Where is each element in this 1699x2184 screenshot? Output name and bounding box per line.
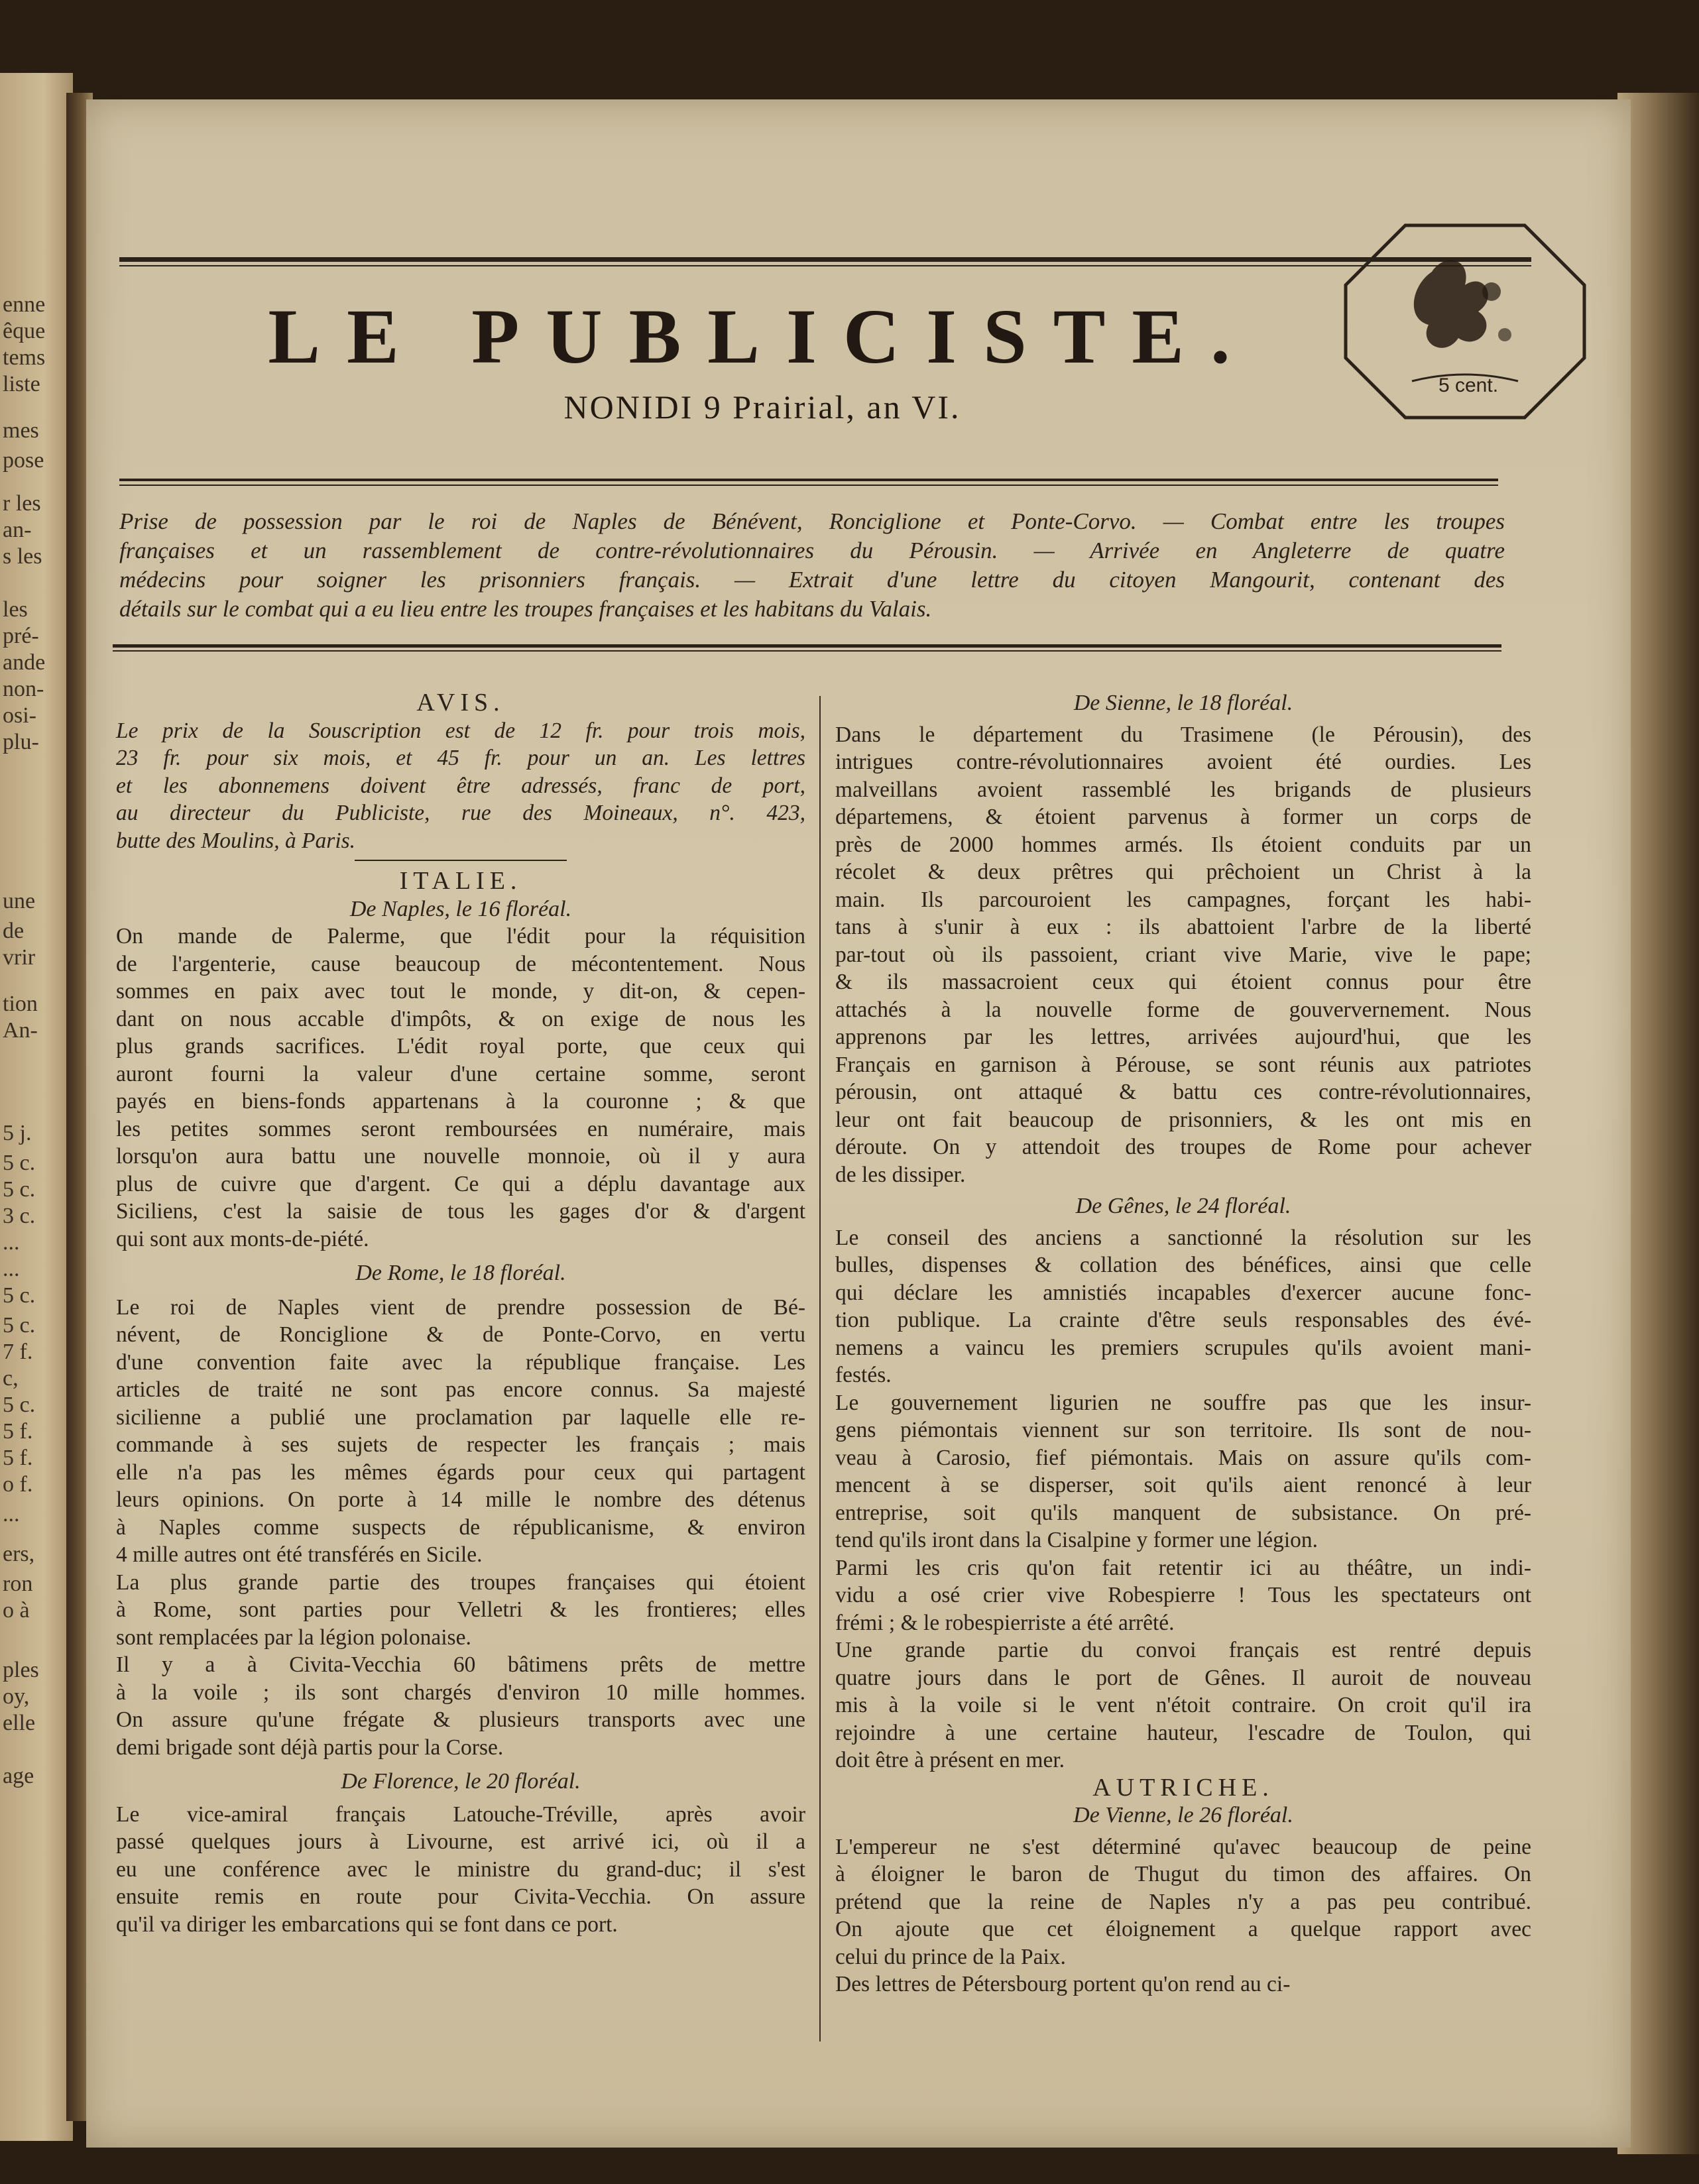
text-line: auront fourni la valeur d'une certaine somme, seront [116, 1061, 805, 1086]
column-divider [819, 696, 821, 2041]
text-line: à la voile ; ils sont chargés d'environ 10 mille hommes. [116, 1680, 805, 1705]
facing-text-fragment: plu- [3, 730, 39, 754]
text-line: commande à ses sujets de respecter les français ; mais [116, 1432, 805, 1457]
facing-text-fragment: une [3, 889, 36, 913]
right-column [835, 689, 1531, 1998]
vienne-article-1 [835, 1833, 1531, 1971]
text-line: malveillans avoient rassemblé les brigands de plusieurs [835, 777, 1531, 802]
sienne-dateline: De Sienne, le 18 floréal. [1073, 691, 1293, 715]
avis-heading: AVIS. [416, 689, 505, 717]
text-line: articles de traité ne sont pas encore connus. Sa majesté [116, 1377, 805, 1402]
facing-text-fragment: ... [3, 1230, 20, 1255]
text-line: Il y a à Civita-Vecchia 60 bâtimens prêts de mettre [116, 1652, 805, 1677]
facing-text-fragment: liste [3, 372, 40, 396]
text-line: Le vice-amiral français Latouche-Tréville, après avoir [116, 1802, 805, 1827]
text-line: les petites sommes seront remboursées en numéraire, mais [116, 1116, 805, 1141]
text-line: et les abonnemens doivent être adressés, franc de port, [116, 773, 805, 798]
text-line: rejoindre à une certaine hauteur, l'escadre de Toulon, qui [835, 1720, 1531, 1745]
text-line: déroute. On y attendoit des troupes de Rome pour achever [835, 1135, 1531, 1159]
text-line: Le conseil des anciens a sanctionné la résolution sur les [835, 1225, 1531, 1250]
postal-stamp [1332, 212, 1598, 431]
stamp-octagon-icon [1332, 212, 1598, 431]
text-line: vidu a osé crier vive Robespierre ! Tous les spectateurs ont [835, 1583, 1531, 1607]
text-line: départemens, & étoient parvenus à former un corps de [835, 805, 1531, 829]
text-line: Parmi les cris qu'on fait retentir ici au théâtre, un indi- [835, 1555, 1531, 1580]
facing-text-fragment: 5 j. [3, 1121, 32, 1145]
text-line: eu une conférence avec le ministre du grand-duc; il s'est [116, 1857, 805, 1882]
facing-text-fragment: 5 c. [3, 1313, 36, 1338]
text-line: à éloigner le baron de Thugut du timon des affaires. On [835, 1862, 1531, 1886]
text-line: entreprise, soit qu'ils manquent de subsistance. On pré- [835, 1500, 1531, 1525]
florence-article [116, 1801, 805, 1939]
text-line: prétend que la reine de Naples n'y a pas peu contribué. [835, 1889, 1531, 1914]
text-line: intrigues contre-révolutionnaires avoient été ourdies. Les [835, 750, 1531, 774]
summary-rule-bottom [113, 644, 1501, 648]
text-line: On assure qu'une frégate & plusieurs transports avec une [116, 1707, 805, 1732]
text-line: apprenons par les lettres, arrivées aujourd'hui, que les [835, 1025, 1531, 1049]
masthead-date: NONIDI 9 Prairial, an VI. [563, 388, 961, 426]
text-line: d'une convention faite avec la république française. Les [116, 1350, 805, 1375]
genes-article-4 [835, 1637, 1531, 1774]
facing-text-fragment: 5 c. [3, 1151, 36, 1175]
facing-text-fragment: s les [3, 544, 42, 569]
text-line: bulles, dispenses & collation des bénéfices, ainsi que celle [835, 1253, 1531, 1277]
facing-text-fragment: osi- [3, 703, 36, 728]
facing-text-fragment: oy, [3, 1684, 30, 1709]
text-line: sicilienne a publié une proclamation par laquelle elle re- [116, 1405, 805, 1430]
facing-text-fragment: ande [3, 650, 46, 675]
vienne-dateline: De Vienne, le 26 floréal. [1073, 1803, 1293, 1827]
text-line: de les dissiper. [835, 1162, 966, 1187]
summary-line: détails sur le combat qui a eu lieu entre les troupes françaises et les habitans du Valais. [119, 596, 932, 622]
text-line: main. Ils parcouroient les campagnes, forçant les habi- [835, 887, 1531, 912]
text-line: Une grande partie du convoi français est rentré depuis [835, 1638, 1531, 1662]
text-line: sommes en paix avec tout le monde, y dit-on, & cepen- [116, 979, 805, 1004]
text-line: tans à s'unir à eux : ils abattoient l'arbre de la liberté [835, 915, 1531, 939]
facing-text-fragment: 7 f. [3, 1340, 33, 1364]
text-line: mencent à se disperser, soit qu'ils aient renoncé à leur [835, 1473, 1531, 1497]
facing-text-fragment: mes [3, 418, 39, 443]
text-line: leur ont fait beaucoup de prisonniers, & les ont mis en [835, 1107, 1531, 1132]
summary-line: Prise de possession par le roi de Naples de Bénévent, Ronciglione et Ponte-Corvo. — Combat entre les troupes [119, 508, 1505, 534]
text-line: plus de cuivre que d'argent. Ce qui a déplu davantage aux [116, 1171, 805, 1196]
facing-text-fragment: r les [3, 491, 41, 516]
text-line: Dans le département du Trasimene (le Pérousin), des [835, 722, 1531, 747]
facing-text-fragment: pré- [3, 624, 39, 648]
text-line: elle n'a pas les mêmes égards pour ceux qui partagent [116, 1460, 805, 1485]
text-line: dant on nous accable d'impôts, & on exige de nous les [116, 1006, 805, 1031]
text-line: plus grands sacrifices. L'édit royal porte, que ceux qui [116, 1034, 805, 1059]
text-line: 4 mille autres ont été transférés en Sicile. [116, 1542, 483, 1567]
text-line: payés en biens-fonds appartenans à la couronne ; & que [116, 1089, 805, 1114]
facing-text-fragment: non- [3, 677, 44, 701]
summary-line: médecins pour soigner les prisonniers français. — Extrait d'une lettre du citoyen Mangourit, contenant des [119, 567, 1505, 593]
florence-dateline: De Florence, le 20 floréal. [341, 1769, 581, 1794]
avis-paragraph [116, 717, 805, 855]
text-line: butte des Moulins, à Paris. [116, 828, 356, 853]
text-line: gens piémontais viennent sur son territoire. Ils sont de nou- [835, 1418, 1531, 1442]
text-line: au directeur du Publiciste, rue des Moineaux, n°. 423, [116, 801, 805, 825]
text-line: La plus grande partie des troupes françaises qui étoient [116, 1570, 805, 1595]
facing-text-fragment: o à [3, 1598, 30, 1623]
facing-text-fragment: ... [3, 1502, 20, 1526]
facing-text-fragment: tems [3, 345, 46, 370]
vienne-article-2 [835, 1971, 1531, 1998]
text-line: & ils massacroient ceux qui étoient connus pour être [835, 970, 1531, 994]
facing-text-fragment: age [3, 1764, 34, 1788]
text-line: ensuite remis en route pour Civita-Vecchia. On assure [116, 1884, 805, 1909]
text-line: nemens a vaincu les premiers scrupules qu'ils avoient mani- [835, 1335, 1531, 1360]
facing-text-fragment: ron [3, 1572, 33, 1596]
text-line: Le roi de Naples vient de prendre possession de Bé- [116, 1294, 805, 1320]
text-line: veau à Carosio, fief piémontais. Mais on assure qu'ils com- [835, 1445, 1531, 1470]
genes-dateline: De Gênes, le 24 floréal. [1075, 1194, 1291, 1218]
text-line: doit être à présent en mer. [835, 1748, 1065, 1772]
facing-text-fragment: o f. [3, 1472, 33, 1497]
facing-page-strip [0, 73, 73, 2141]
left-column [116, 689, 805, 1938]
naples-article [116, 923, 805, 1253]
text-line: 23 fr. pour six mois, et 45 fr. pour un an. Les lettres [116, 746, 805, 770]
section-separator [355, 860, 567, 861]
text-line: qui déclare les amnistiés incapables d'exercer aucune fonc- [835, 1280, 1531, 1305]
text-line: lorsqu'on aura battu une nouvelle monnoie, où il y aura [116, 1144, 805, 1169]
top-rule-thin [119, 265, 1531, 266]
facing-text-fragment: ples [3, 1658, 39, 1682]
facing-text-fragment: enne [3, 292, 46, 317]
text-line: passé quelques jours à Livourne, est arrivé ici, où il a [116, 1829, 805, 1854]
text-line: festés. [835, 1363, 892, 1387]
text-line: Français en garnison à Pérouse, se sont réunis aux patriotes [835, 1052, 1531, 1077]
facing-text-fragment: 5 c. [3, 1177, 36, 1202]
text-line: névent, de Ronciglione & de Ponte-Corvo, en vertu [116, 1322, 805, 1347]
summary-rule-top-thin [119, 485, 1498, 486]
facing-text-fragment: 3 c. [3, 1204, 36, 1228]
italie-heading: ITALIE. [399, 867, 522, 895]
autriche-heading: AUTRICHE. [1092, 1773, 1274, 1802]
text-line: Des lettres de Pétersbourg portent qu'on rend au ci- [835, 1972, 1291, 1996]
text-line: On mande de Palerme, que l'édit pour la réquisition [116, 924, 805, 948]
text-line: par-tout où ils passoient, criant vive Marie, vive le pape; [835, 942, 1531, 967]
summary-rule-bottom-thin [113, 650, 1501, 652]
sienne-article [835, 721, 1531, 1189]
facing-text-fragment: 5 c. [3, 1283, 36, 1308]
facing-text-fragment: les [3, 597, 28, 622]
text-line: L'empereur ne s'est déterminé qu'avec beaucoup de peine [835, 1834, 1531, 1859]
contents-summary [119, 507, 1505, 624]
summary-line: françaises et un rassemblement de contre-révolutionnaires du Pérousin. — Arrivée en Angleterre de quatre [119, 538, 1505, 563]
facing-text-fragment: ... [3, 1257, 20, 1281]
genes-article-3 [835, 1554, 1531, 1637]
rome-article-1 [116, 1294, 805, 1569]
text-line: tion publique. La crainte d'être seuls responsables des évé- [835, 1308, 1531, 1332]
text-line: demi brigade sont déjà partis pour la Corse. [116, 1735, 504, 1760]
text-line: leurs opinions. On porte à 14 mille le nombre des détenus [116, 1487, 805, 1512]
text-line: quatre jours dans le port de Gênes. Il auroit de nouveau [835, 1665, 1531, 1690]
facing-text-fragment: êque [3, 319, 46, 343]
naples-dateline: De Naples, le 16 floréal. [349, 896, 572, 921]
masthead-title: LE PUBLICISTE. [268, 293, 1257, 380]
facing-text-fragment: tion [3, 992, 38, 1016]
rome-article-2 [116, 1569, 805, 1652]
text-line: de l'argenterie, cause beaucoup de mécontentement. Nous [116, 951, 805, 976]
facing-text-fragment: vrir [3, 945, 36, 970]
text-line: sont remplacées par la légion polonaise. [116, 1625, 471, 1650]
text-line: qu'il va diriger les embarcations qui se font dans ce port. [116, 1912, 618, 1937]
stamp-text: 5 cent. [1438, 374, 1499, 396]
text-line: On ajoute que cet éloignement a quelque rapport avec [835, 1917, 1531, 1941]
text-line: Le gouvernement ligurien ne souffre pas que les insur- [835, 1390, 1531, 1415]
text-line: pérousin, ont attaqué & battu ces contre-révolutionnaires, [835, 1080, 1531, 1104]
text-line: récolet & deux prêtres qui prêchoient un Christ à la [835, 860, 1531, 884]
top-rule-thick [119, 257, 1531, 262]
facing-text-fragment: 5 f. [3, 1419, 33, 1444]
facing-text-fragment: An- [3, 1018, 38, 1043]
text-line: Siciliens, c'est la saisie de tous les gages d'or & d'argent [116, 1199, 805, 1224]
text-line: qui sont aux monts-de-piété. [116, 1226, 369, 1251]
text-line: à Rome, sont parties pour Velletri & les frontieres; elles [116, 1597, 805, 1622]
text-line: près de 2000 hommes armés. Ils étoient conduits par un [835, 832, 1531, 857]
summary-rule-top [119, 479, 1498, 481]
genes-article-2 [835, 1389, 1531, 1554]
facing-text-fragment: 5 c. [3, 1393, 36, 1417]
facing-text-fragment: an- [3, 518, 32, 542]
rome-dateline: De Rome, le 18 floréal. [355, 1261, 566, 1285]
text-line: celui du prince de la Paix. [835, 1944, 1066, 1969]
facing-text-fragment: 5 f. [3, 1446, 33, 1470]
text-line: frémi ; & le robespierriste a été arrêté. [835, 1610, 1175, 1635]
facing-text-fragment: elle [3, 1711, 36, 1735]
genes-article-1 [835, 1224, 1531, 1389]
facing-text-fragment: pose [3, 448, 44, 473]
text-line: attachés à la nouvelle forme de gouververnement. Nous [835, 997, 1531, 1022]
rome-article-3 [116, 1651, 805, 1761]
text-line: tend qu'ils iront dans la Cisalpine y former une légion. [835, 1528, 1318, 1552]
facing-text-fragment: de [3, 919, 25, 943]
text-line: à Naples comme suspects de républicanisme, & environ [116, 1515, 805, 1540]
text-line: mis à la voile si le vent n'étoit contraire. On croit qu'il ira [835, 1693, 1531, 1717]
text-line: Le prix de la Souscription est de 12 fr. pour trois mois, [116, 718, 805, 743]
facing-text-fragment: c, [3, 1366, 19, 1391]
facing-text-fragment: ers, [3, 1542, 35, 1566]
